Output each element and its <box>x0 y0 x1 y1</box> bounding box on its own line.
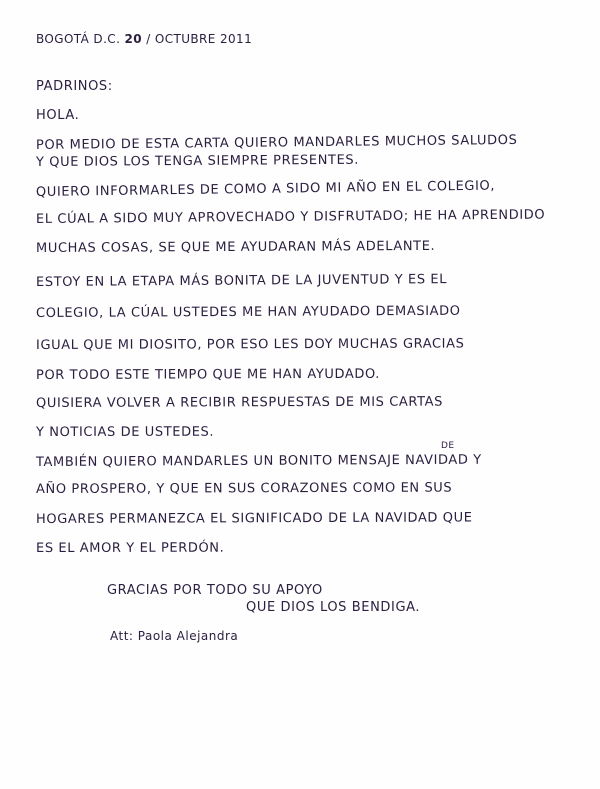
letter-line: POR MEDIO DE ESTA CARTA QUIERO MANDARLES MUCHOS SALUDOS <box>35 132 518 153</box>
letter-line: POR TODO ESTE TIEMPO QUE ME HAN AYUDADO. <box>35 366 381 383</box>
letter-line: TAMBIÉN QUIERO MANDARLES UN BONITO MENSAJE NAVIDAD Y <box>35 452 482 470</box>
letter-line: ES EL AMOR Y EL PERDÓN. <box>35 540 225 556</box>
letter-date <box>36 32 252 46</box>
letter-line: QUISIERA VOLVER A RECIBIR RESPUESTAS DE MIS CARTAS <box>35 394 443 411</box>
letter-line: HOGARES PERMANEZCA EL SIGNIFICADO DE LA NAVIDAD QUE <box>35 510 473 527</box>
date-suffix: / OCTUBRE 2011 <box>146 32 253 46</box>
closing-line: QUE DIOS LOS BENDIGA. <box>246 600 421 615</box>
date-prefix: BOGOTÁ D.C. <box>36 32 121 46</box>
signature: Att: Paola Alejandra <box>110 629 239 643</box>
letter-line: AÑO PROSPERO, Y QUE EN SUS CORAZONES COMO EN SUS <box>35 480 453 497</box>
inserted-word: DE <box>441 441 455 451</box>
letter-line: ESTOY EN LA ETAPA MÁS BONITA DE LA JUVENTUD Y ES EL <box>35 272 448 290</box>
letter-line: EL CÚAL A SIDO MUY APROVECHADO Y DISFRUTADO; HE HA APRENDIDO <box>35 207 546 227</box>
letter-salutation: HOLA. <box>36 108 80 123</box>
letter-line: COLEGIO, LA CÚAL USTEDES ME HAN AYUDADO DEMASIADO <box>35 303 461 321</box>
letter-line: IGUAL QUE MI DIOSITO, POR ESO LES DOY MUCHAS GRACIAS <box>35 336 465 353</box>
closing-line: GRACIAS POR TODO SU APOYO <box>107 583 323 598</box>
letter-line: QUIERO INFORMARLES DE COMO A SIDO MI AÑO EN EL COLEGIO, <box>35 178 496 200</box>
letter-line: MUCHAS COSAS, SE QUE ME AYUDARAN MÁS ADELANTE. <box>35 238 436 256</box>
letter-greeting: PADRINOS: <box>36 79 113 94</box>
letter-line: Y NOTICIAS DE USTEDES. <box>35 424 215 440</box>
date-day: 20 <box>124 32 142 46</box>
letter-line: Y QUE DIOS LOS TENGA SIEMPRE PRESENTES. <box>35 152 359 170</box>
